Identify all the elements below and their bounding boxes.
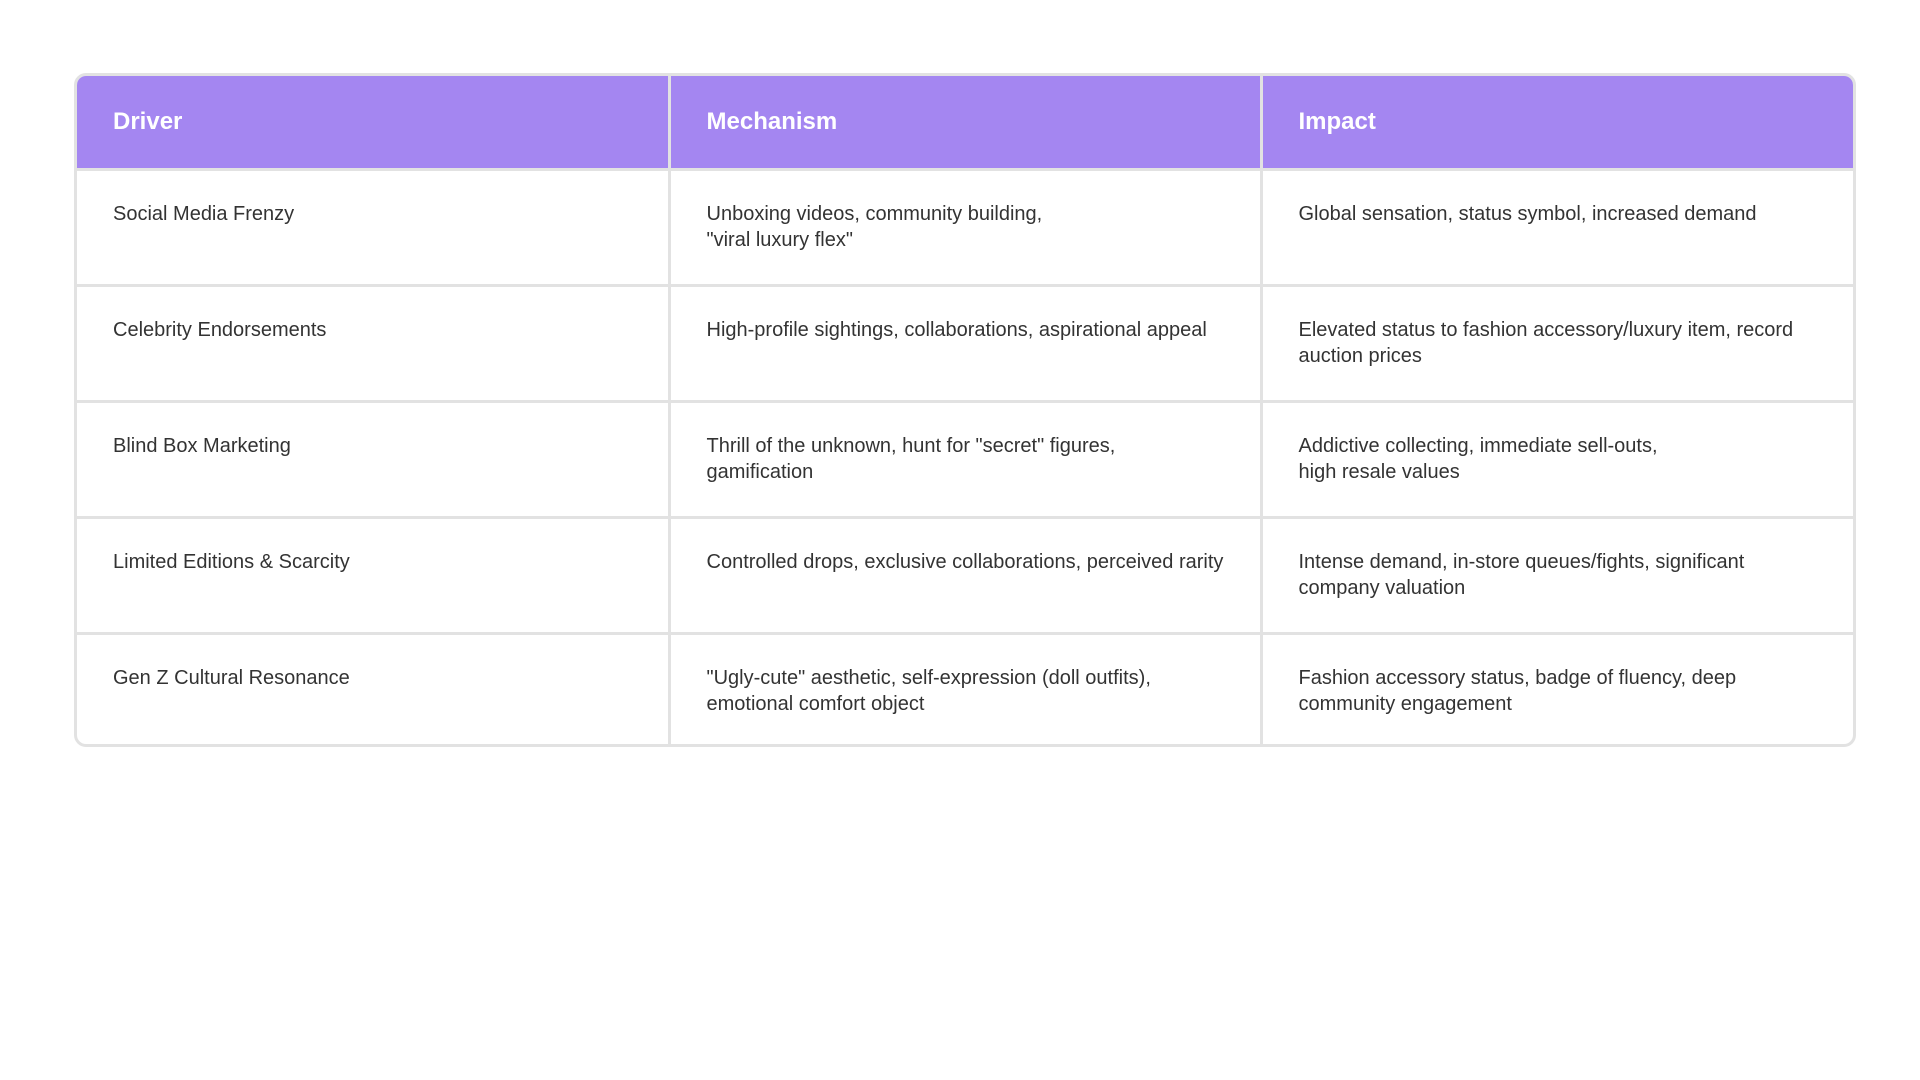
cell-mechanism bbox=[669, 169, 1261, 285]
table-row bbox=[77, 285, 1853, 401]
header-mechanism: Mechanism bbox=[669, 76, 1261, 169]
header-driver: Driver bbox=[77, 76, 669, 169]
cell-mechanism: High-profile sightings, collaborations, aspirational appeal bbox=[669, 285, 1261, 401]
table bbox=[77, 76, 1853, 744]
cell-mechanism: "Ugly-cute" aesthetic, self-expression (doll outfits), emotional comfort object bbox=[669, 633, 1261, 744]
cell-impact: Fashion accessory status, badge of fluency, deep community engagement bbox=[1298, 666, 1737, 715]
cell-impact: Elevated status to fashion accessory/luxury item, record auction prices bbox=[1261, 285, 1853, 401]
cell-text: Unboxing videos, community building, "viral luxury flex" bbox=[706, 202, 1043, 251]
table-body bbox=[77, 169, 1853, 744]
cell-impact: Intense demand, in-store queues/fights, significant company valuation bbox=[1261, 517, 1853, 633]
table-row bbox=[77, 401, 1853, 517]
cell-mechanism: Controlled drops, exclusive collaborations, perceived rarity bbox=[669, 517, 1261, 633]
cell-impact bbox=[1261, 401, 1853, 517]
cell-driver: Gen Z Cultural Resonance bbox=[77, 633, 669, 744]
cell-driver: Limited Editions & Scarcity bbox=[77, 517, 669, 633]
table-row bbox=[77, 517, 1853, 633]
table-row bbox=[77, 169, 1853, 285]
header-impact: Impact bbox=[1261, 76, 1853, 169]
cell-impact: Global sensation, status symbol, increased demand bbox=[1261, 169, 1853, 285]
header-row bbox=[77, 76, 1853, 169]
table-row bbox=[77, 633, 1853, 744]
cell-driver: Blind Box Marketing bbox=[77, 401, 669, 517]
cell-driver: Celebrity Endorsements bbox=[77, 285, 669, 401]
cell-mechanism: Thrill of the unknown, hunt for "secret" figures, gamification bbox=[669, 401, 1261, 517]
cell-driver: Social Media Frenzy bbox=[77, 169, 669, 285]
drivers-table bbox=[74, 73, 1856, 747]
cell-text: Addictive collecting, immediate sell-outs, high resale values bbox=[1298, 434, 1658, 483]
table-header bbox=[77, 76, 1853, 169]
